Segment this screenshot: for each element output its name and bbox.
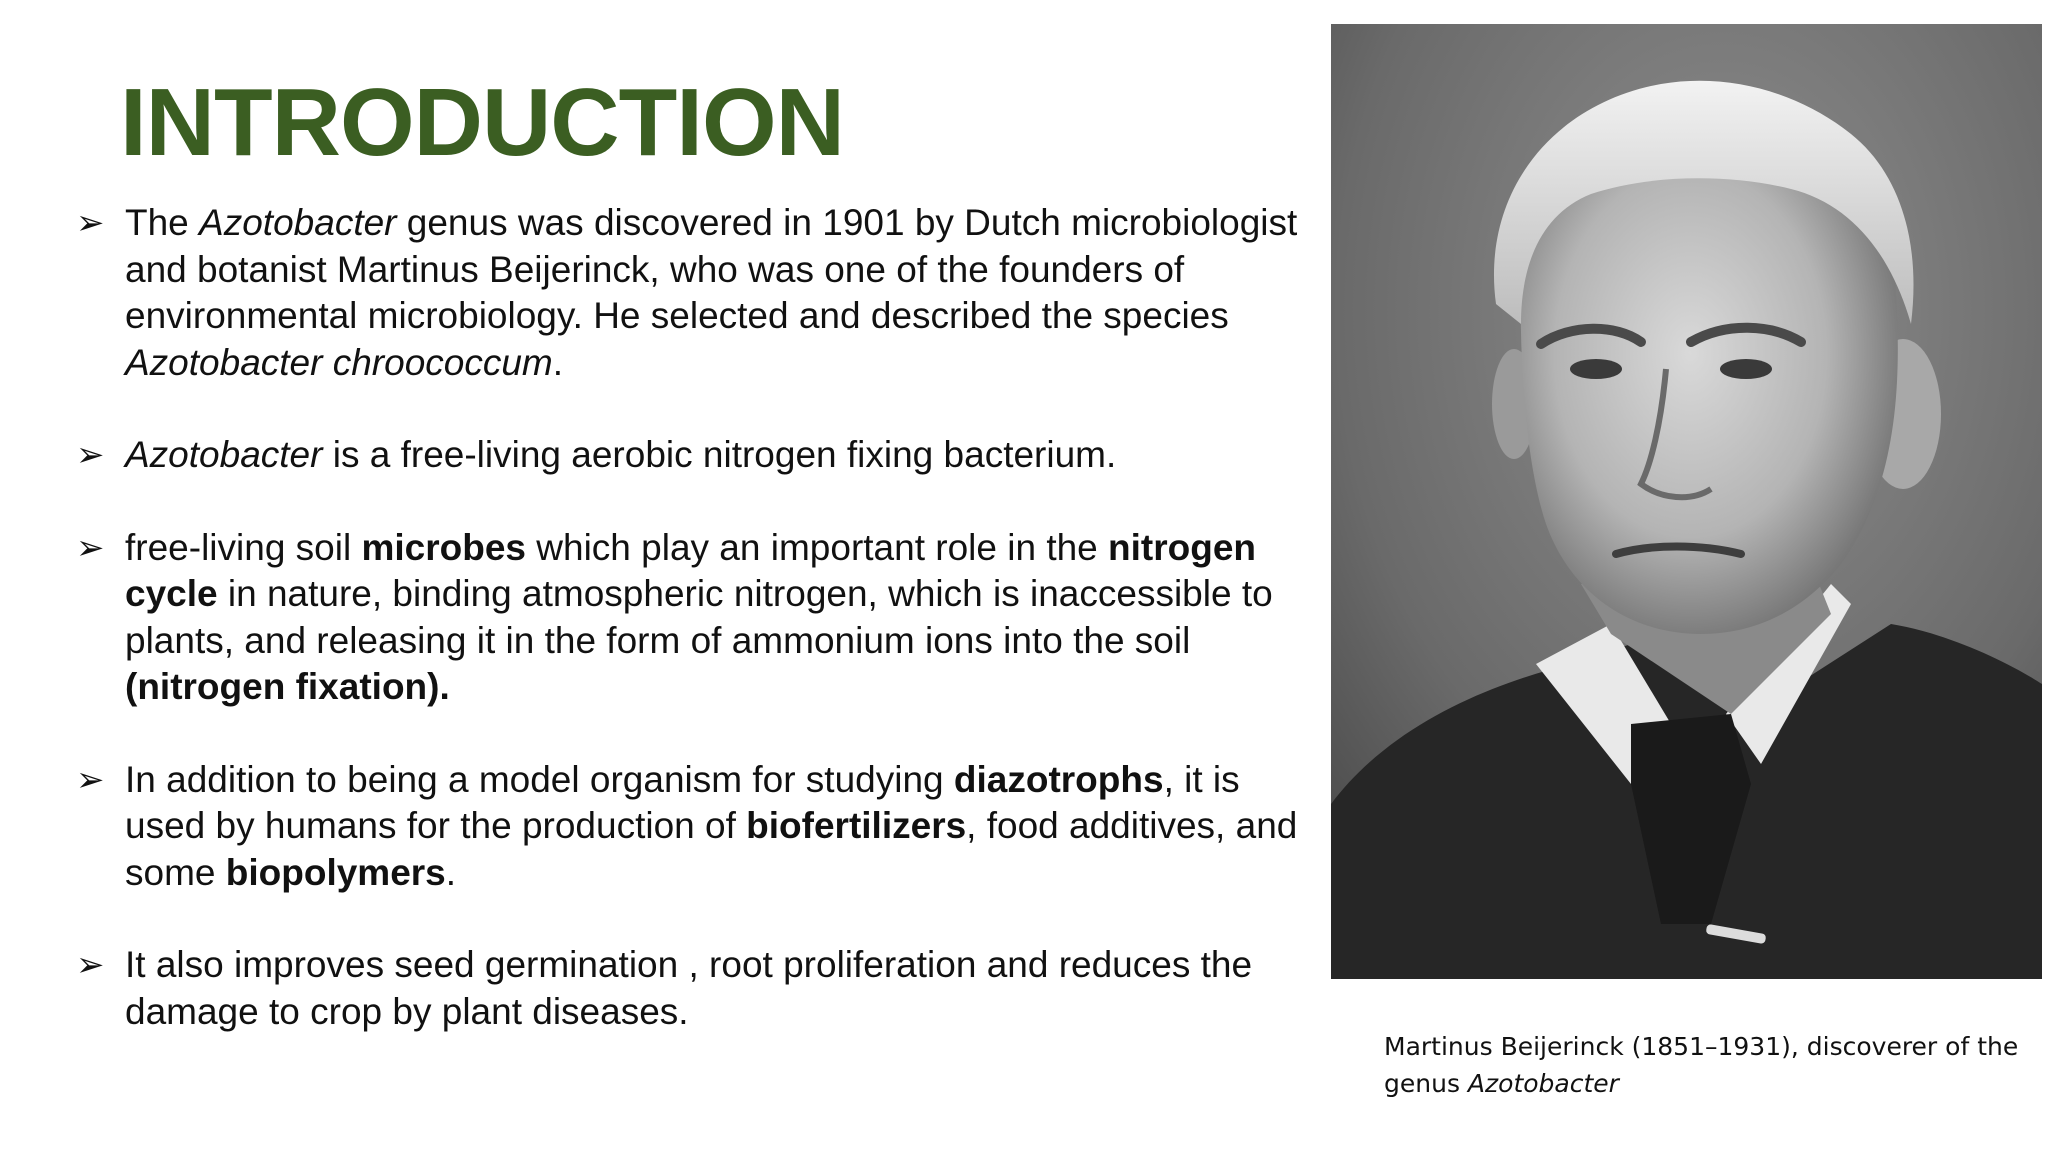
text-run: Azotobacter	[1467, 1069, 1619, 1098]
text-run: .	[445, 851, 457, 893]
bullet-text	[125, 944, 1252, 1032]
bullet-text	[125, 759, 1297, 893]
text-run: In addition to being a model organism for studying	[125, 758, 954, 800]
text-run: in nature, binding atmospheric nitrogen, which is inaccessible to plants, and releasing it in the form of ammonium ions into the soil	[125, 573, 1273, 661]
portrait-illustration	[1331, 24, 2042, 979]
text-run: .	[552, 341, 564, 383]
arrow-bullet-icon: ➢	[76, 759, 105, 800]
portrait-photo	[1331, 24, 2042, 979]
text-run: biofertilizers	[746, 805, 967, 846]
arrow-bullet-icon: ➢	[76, 435, 105, 475]
bullet-text	[125, 527, 1273, 708]
text-run: free-living soil	[125, 526, 362, 568]
slide-title: INTRODUCTION	[120, 69, 844, 176]
portrait-caption	[1384, 1028, 2024, 1102]
bullet-text	[125, 202, 1297, 383]
text-run: Azotobacter chroococcum	[125, 341, 553, 383]
bullet-item	[72, 942, 1312, 1035]
bullet-text	[125, 434, 1116, 475]
text-run: (nitrogen fixation).	[125, 666, 450, 707]
text-run: genus was discovered in 1901 by Dutch microbiologist and botanist Martinus Beijerinck, who was one of the founders of environmental microbiology. He selected and described the species	[125, 202, 1298, 336]
bullet-item	[72, 757, 1312, 897]
text-run: nitrogen cycle	[125, 526, 1257, 614]
text-run: biopolymers	[225, 851, 446, 893]
text-run: Azotobacter	[125, 434, 323, 475]
text-run: which play an important role in the	[526, 526, 1109, 568]
text-run: , food additives, and some	[125, 805, 1298, 893]
text-run: diazotrophs	[953, 758, 1164, 800]
bullet-list	[72, 200, 1312, 1081]
arrow-bullet-icon: ➢	[76, 203, 105, 243]
bullet-item	[72, 200, 1312, 386]
text-run: The	[125, 202, 200, 243]
text-run: Azotobacter	[199, 202, 397, 243]
text-run: is a free-living aerobic nitrogen fixing bacterium.	[322, 434, 1117, 475]
text-run: Martinus Beijerinck (1851–1931), discoverer of the genus	[1384, 1032, 2019, 1098]
text-run: , it is used by humans for the production of	[125, 758, 1240, 846]
text-run: It also improves seed germination , root proliferation and reduces the damage to crop by plant diseases.	[125, 944, 1253, 1032]
arrow-bullet-icon: ➢	[76, 945, 105, 985]
text-run: microbes	[361, 526, 526, 568]
bullet-item	[72, 432, 1312, 479]
bullet-item	[72, 525, 1312, 711]
arrow-bullet-icon: ➢	[76, 527, 105, 568]
